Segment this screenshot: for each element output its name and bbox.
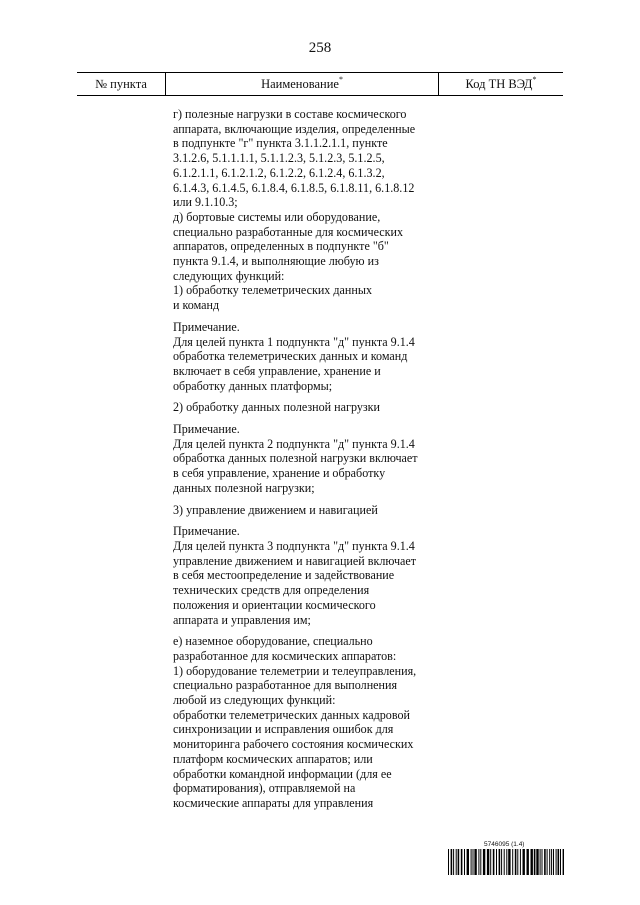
text-line: 3) управление движением и навигацией (173, 502, 378, 517)
text-paragraph (173, 400, 443, 415)
text-line: включает в себя управление, хранение и (173, 363, 381, 378)
text-line: технических средств для определения (173, 583, 370, 598)
text-line: 1) оборудование телеметрии и телеуправления, (173, 663, 417, 678)
text-line: обработка данных полезной нагрузки включает (173, 451, 418, 466)
text-line: г) полезные нагрузки в составе космического (173, 107, 407, 121)
text-line: специально разработанные для космических (173, 224, 404, 239)
header-code-footnote-mark: * (532, 74, 537, 84)
text-line: пункта 9.1.4, и выполняющие любую из (173, 254, 379, 269)
text-line: разработанное для космических аппаратов: (173, 648, 397, 663)
barcode-image (448, 849, 564, 875)
text-line: специально разработанное для выполнения (173, 678, 398, 693)
text-line: обработки командной информации (для ее (173, 766, 392, 781)
text-paragraph (173, 503, 443, 518)
text-paragraph (173, 320, 443, 394)
text-paragraph (173, 524, 443, 627)
text-line: Примечание. (173, 422, 240, 437)
text-line: 6.1.2.1.1, 6.1.2.1.2, 6.1.2.2, 6.1.2.4, 6.1.3.2, (173, 165, 385, 180)
text-paragraph (173, 422, 443, 496)
text-line: Для целей пункта 3 подпункта "д" пункта 9.1.4 (173, 538, 415, 553)
text-line: космические аппараты для управления (173, 795, 374, 810)
text-line: Примечание. (173, 319, 240, 334)
text-line: данных полезной нагрузки; (173, 480, 315, 495)
header-item-number-label: № пункта (95, 76, 147, 91)
text-line: в себя местоопределение и задействование (173, 568, 395, 583)
text-paragraph (173, 107, 443, 313)
text-line: д) бортовые системы или оборудование, (173, 209, 381, 224)
barcode-label: 5746095 (1.4) (484, 841, 525, 848)
text-line: аппарата и управления им; (173, 612, 311, 627)
text-line: Для целей пункта 2 подпункта "д" пункта 9.1.4 (173, 436, 415, 451)
header-name-label: Наименование (261, 76, 339, 91)
table-header (77, 72, 563, 96)
text-line: 6.1.4.3, 6.1.4.5, 6.1.8.4, 6.1.8.5, 6.1.8.11, 6.1.8.12 (173, 180, 415, 195)
text-line: или 9.1.10.3; (173, 195, 238, 210)
text-line: е) наземное оборудование, специально (173, 634, 373, 649)
text-line: 2) обработку данных полезной нагрузки (173, 400, 381, 415)
text-line: обработки телеметрических данных кадровой (173, 707, 410, 722)
text-line: аппарата, включающие изделия, определенные (173, 121, 416, 136)
text-line: управление движением и навигацией включает (173, 553, 417, 568)
text-line: и команд (173, 298, 220, 313)
text-line: 1) обработку телеметрических данных (173, 283, 373, 298)
text-line: платформ космических аппаратов; или (173, 751, 373, 766)
text-line: 3.1.2.6, 5.1.1.1.1, 5.1.1.2.3, 5.1.2.3, 5.1.2.5, (173, 151, 385, 166)
text-line: мониторинга рабочего состояния космических (173, 737, 414, 752)
text-line: в себя управление, хранение и обработку (173, 466, 386, 481)
header-item-number (77, 73, 166, 95)
text-line: обработку данных платформы; (173, 378, 333, 393)
header-code (439, 73, 563, 95)
text-line: следующих функций: (173, 268, 285, 283)
text-line: Примечание. (173, 524, 240, 539)
header-name-footnote-mark: * (338, 74, 343, 84)
text-line: обработка телеметрических данных и команд (173, 349, 408, 364)
item-description (173, 107, 443, 818)
text-line: Для целей пункта 1 подпункта "д" пункта 9.1.4 (173, 334, 415, 349)
text-line: любой из следующих функций: (173, 693, 336, 708)
text-line: аппаратов, определенных в подпункте "б" (173, 239, 389, 254)
text-line: положения и ориентации космического (173, 597, 376, 612)
text-line: в подпункте "г" пункта 3.1.1.2.1.1, пункте (173, 136, 388, 151)
text-line: форматирования), отправляемой на (173, 781, 356, 796)
header-name (166, 73, 439, 95)
header-code-label: Код ТН ВЭД (465, 76, 533, 91)
text-line: синхронизации и исправления ошибок для (173, 722, 394, 737)
text-paragraph (173, 634, 443, 810)
page-number: 258 (308, 40, 332, 56)
